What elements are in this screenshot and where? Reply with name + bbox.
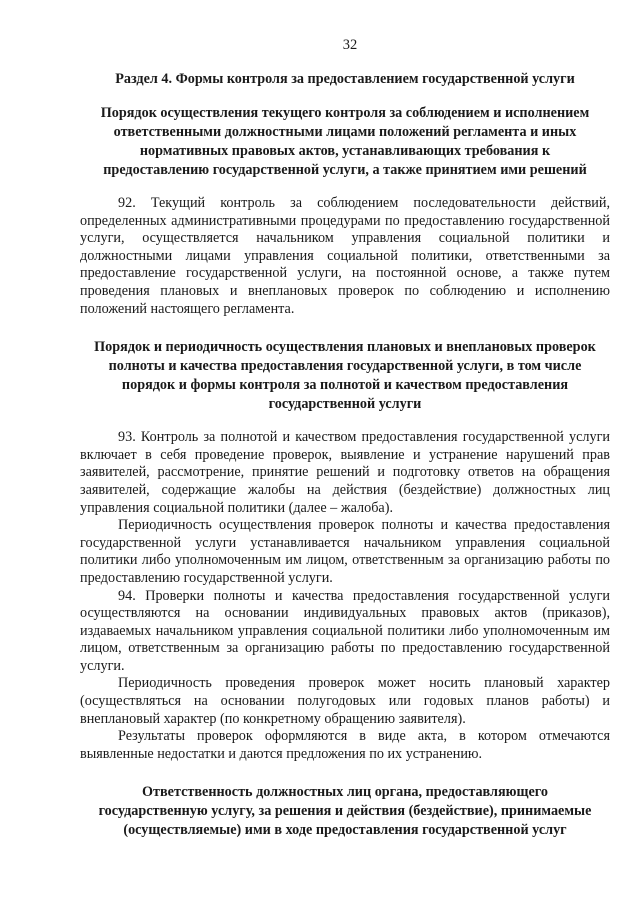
section-title: Раздел 4. Формы контроля за предоставлением государственной услуги (115, 71, 575, 87)
paragraph-94: 94. Проверки полноты и качества предоставления государственной услуги осуществляются на основании индивидуальных правовых актов (приказов), издаваемых начальником управления социальной политики либо уполномоченным им лицом, ответственным за организацию работы по предоставлению государственной услуги. (80, 587, 610, 674)
page-content (80, 70, 610, 840)
paragraph-92: 92. Текущий контроль за соблюдением последовательности действий, определенных административными процедурами по предоставлению государственной услуги, осуществляется начальником управления социальной политики и должностными лицами управления социальной политики, ответственными за предоставление государственной услуги, на постоянной основе, а также путем проведения плановых и внеплановых проверок по соблюдению и исполнению положений настоящего регламента. (80, 195, 610, 317)
subsection-current-control-body (80, 195, 610, 318)
subsection-heading-responsibility: Ответственность должностных лиц органа, предоставляющего государственную услугу, за решения и действия (бездействие), принимаемые (осуществляемые) ими в ходе предоставления государственной услуг (98, 784, 592, 839)
page-number: 32 (342, 37, 358, 53)
paragraph-93-periodicity: Периодичность осуществления проверок полноты и качества предоставления государственной услуги устанавливается начальником управления социальной политики либо уполномоченным им лицом, ответственным за организацию работы по предоставлению государственной услуги. (80, 517, 610, 586)
paragraph-94-results: Результаты проверок оформляются в виде акта, в котором отмечаются выявленные недостатки и даются предложения по их устранению. (80, 728, 610, 762)
paragraph-94-periodicity: Периодичность проведения проверок может носить плановый характер (осуществляться на основании полугодовых или годовых планов работы) и внеплановый характер (по конкретному обращению заявителя). (80, 675, 610, 727)
paragraph-93: 93. Контроль за полнотой и качеством предоставления государственной услуги включает в себя проведение проверок, выявление и устранение нарушений прав заявителей, рассмотрение, принятие решений и подготовку ответов на обращения заявителей, содержащие жалобы на действия (бездействие) должностных лиц управления социальной политики (далее – жалоба). (80, 429, 610, 516)
subsection-heading-current-control: Порядок осуществления текущего контроля за соблюдением и исполнением ответственными должностными лицами положений регламента и иных нормативных правовых актов, устанавливающих требования к предоставлению государственной услуги, а также принятием ими решений (100, 105, 590, 178)
subsection-heading-inspections: Порядок и периодичность осуществления плановых и внеплановых проверок полноты и качества предоставления государственной услуги, в том числе порядок и формы контроля за полнотой и качеством предоставления государственной услуги (94, 339, 596, 413)
subsection-inspections-body (80, 429, 610, 763)
